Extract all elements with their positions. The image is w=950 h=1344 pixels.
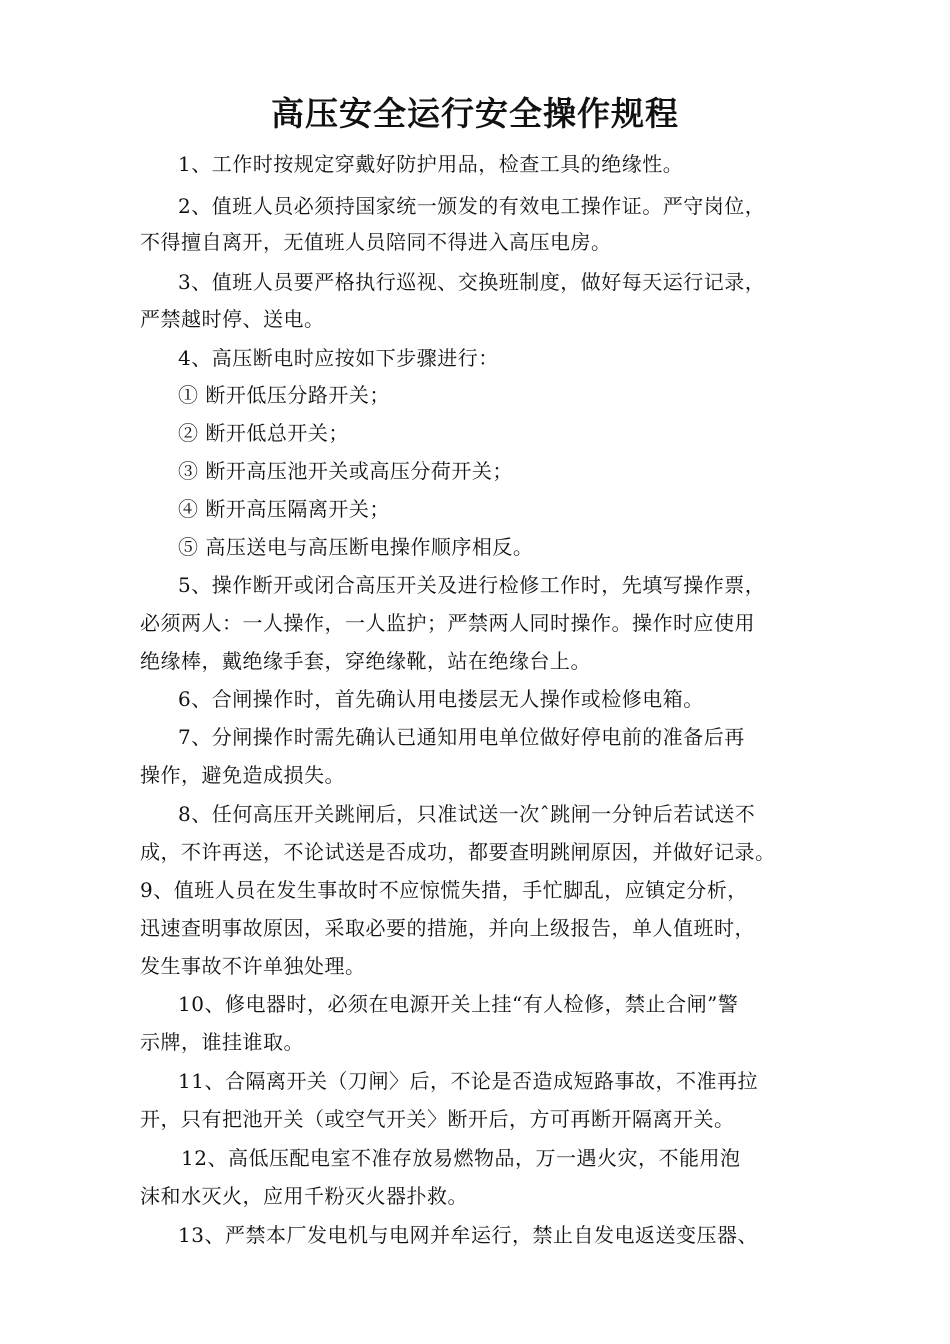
text-line: 6、合闸操作时，首先确认用电搂层无人操作或检修电箱。 bbox=[178, 687, 704, 711]
text-line: 必须两人：一人操作，一人监护；严禁两人同时操作。操作时应使用 bbox=[140, 611, 755, 635]
text-line: 开，只有把池开关（或空气开关〉断开后，方可再断开隔离开关。 bbox=[140, 1107, 735, 1131]
text-line: 发生事故不许单独处理。 bbox=[140, 954, 366, 978]
text-line: 10、修电器时，必须在电源开关上挂“有人检修，禁止合闸”警 bbox=[178, 992, 739, 1016]
text-line: 成，不许再送，不论试送是否成功，都要查明跳闸原因，并做好记录。 bbox=[140, 840, 776, 864]
text-line: 不得擅自离开，无值班人员陪同不得进入高压电房。 bbox=[140, 230, 612, 254]
text-line: 迅速查明事故原因，采取必要的措施，并向上级报告，单人值班时， bbox=[140, 916, 755, 940]
text-line: 4、高压断电时应按如下步骤进行： bbox=[178, 346, 499, 370]
text-line: ② 断开低总开关； bbox=[178, 421, 349, 445]
text-line: ① 断开低压分路开关； bbox=[178, 383, 390, 407]
text-line: ⑤ 高压送电与高压断电操作顺序相反。 bbox=[178, 535, 534, 559]
text-line: 操作，避免造成损失。 bbox=[140, 763, 345, 787]
text-line: 1、工作时按规定穿戴好防护用品，检查工具的绝缘性。 bbox=[178, 152, 684, 176]
text-line: 13、严禁本厂发电机与电网并牟运行，禁止自发电返送变压器、 bbox=[178, 1223, 758, 1247]
text-line: 严禁越时停、送电。 bbox=[140, 307, 325, 331]
text-line: ③ 断开高压池开关或高压分荷开关； bbox=[178, 459, 513, 483]
text-line: 2、值班人员必须持国家统一颁发的有效电工操作证。严守岗位， bbox=[178, 194, 766, 218]
text-line: 8、任何高压开关跳闸后，只准试送一次ˆ跳闸一分钟后若试送不 bbox=[178, 802, 756, 826]
text-line: 示牌，谁挂谁取。 bbox=[140, 1030, 304, 1054]
text-line: 12、高低压配电室不准存放易燃物品，万一遇火灾，不能用泡 bbox=[181, 1146, 741, 1170]
text-line: 3、值班人员要严格执行巡视、交换班制度，做好每天运行记录， bbox=[178, 270, 766, 294]
text-line: 9、值班人员在发生事故时不应惊慌失措，手忙脚乱，应镇定分析， bbox=[140, 878, 748, 902]
text-line: 11、合隔离开关（刀闸〉后，不论是否造成短路事故，不准再拉 bbox=[178, 1069, 758, 1093]
text-line: 绝缘棒，戴绝缘手套，穿绝缘靴，站在绝缘台上。 bbox=[140, 649, 591, 673]
text-line: 5、操作断开或闭合高压开关及进行检修工作时，先填写操作票， bbox=[178, 573, 766, 597]
text-line: ④ 断开高压隔离开关； bbox=[178, 497, 390, 521]
document-title: 高压安全运行安全操作规程 bbox=[271, 94, 679, 133]
text-line: 沫和水灭火，应用千粉灭火器扑救。 bbox=[140, 1184, 468, 1208]
text-line: 7、分闸操作时需先确认已通知用电单位做好停电前的准备后再 bbox=[178, 725, 745, 749]
